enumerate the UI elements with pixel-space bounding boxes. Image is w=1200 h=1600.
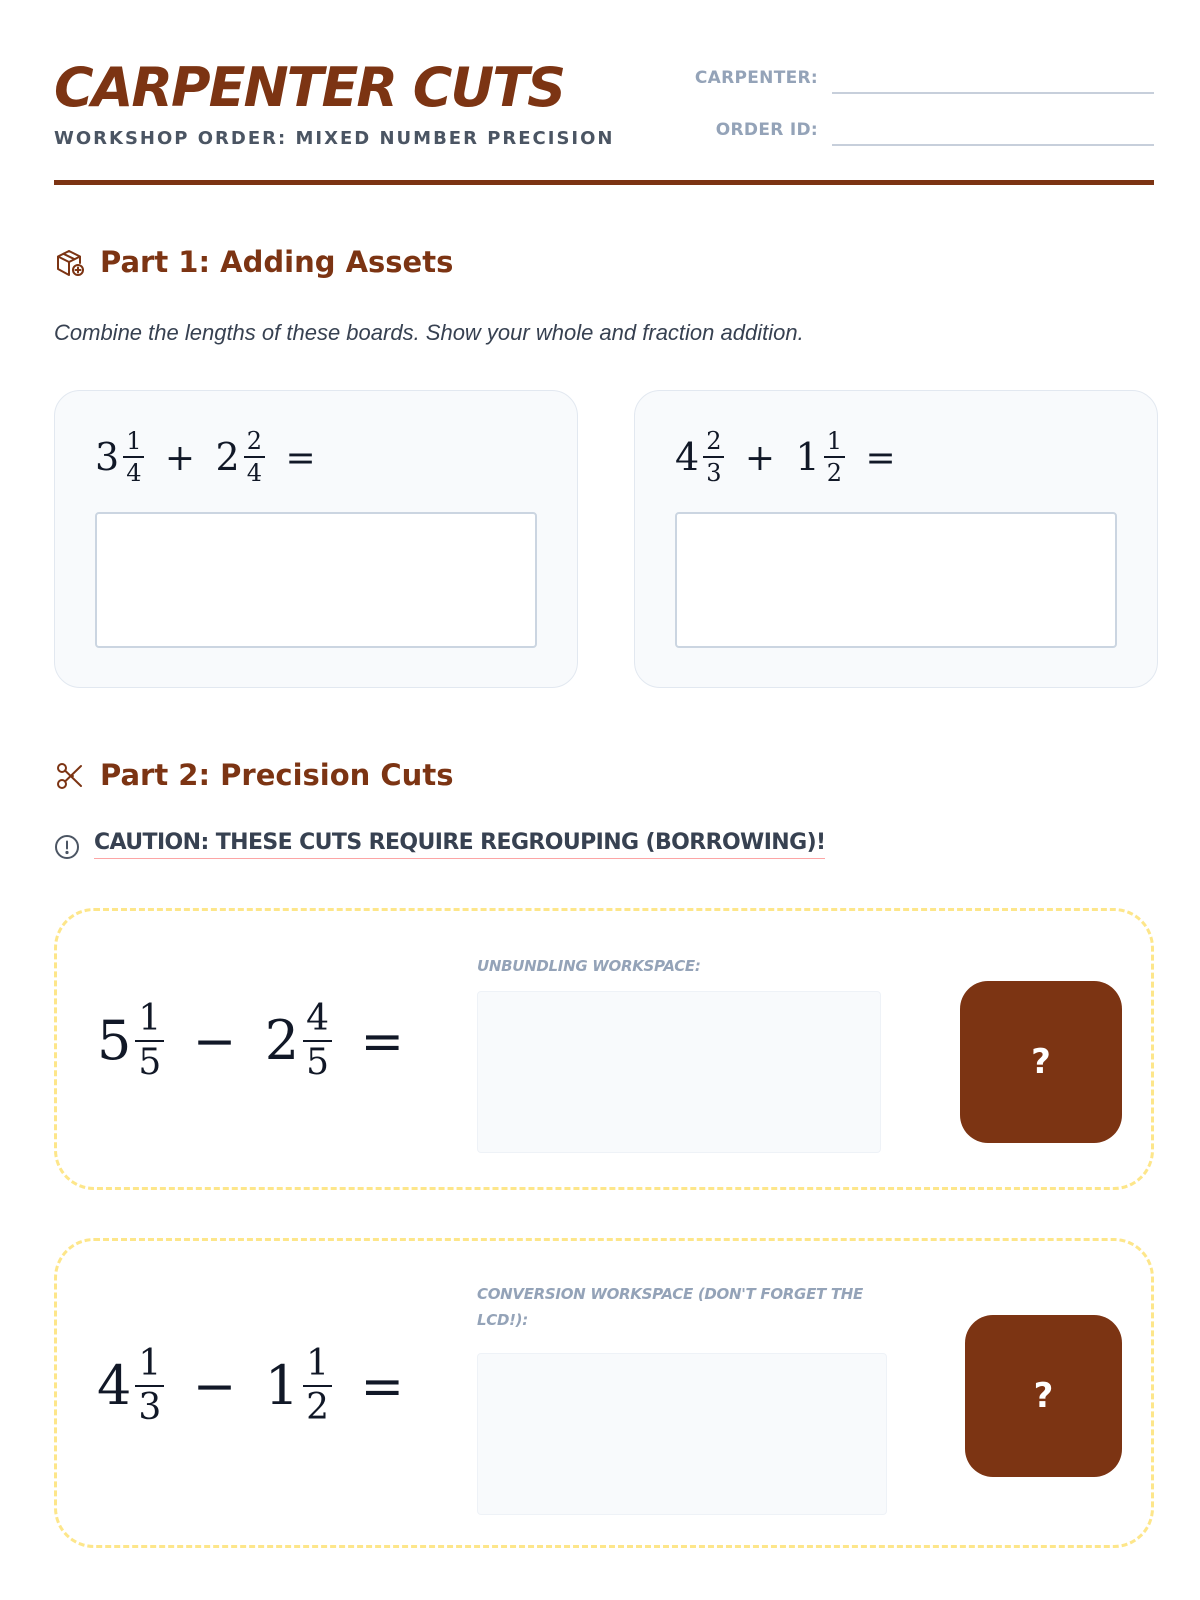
mixed-number	[264, 998, 332, 1083]
mixed-number	[675, 429, 724, 485]
minus-operator: −	[192, 1357, 237, 1417]
carpenter-input-line[interactable]	[832, 92, 1154, 94]
carpenter-label: CARPENTER:	[694, 68, 818, 88]
plus-operator: +	[744, 438, 776, 479]
mixed-number	[796, 429, 845, 485]
numerator: 2	[706, 427, 722, 455]
equation	[95, 429, 332, 489]
box-plus-icon	[54, 247, 86, 279]
denominator: 3	[135, 1385, 164, 1426]
part2-heading	[54, 756, 754, 796]
caution-text: CAUTION: THESE CUTS REQUIRE REGROUPING (BORROWING)!	[94, 830, 825, 859]
denominator: 2	[824, 456, 845, 485]
numerator: 1	[306, 1343, 330, 1384]
denominator: 4	[123, 456, 144, 485]
order-id-field[interactable]	[684, 112, 1154, 152]
answer-box[interactable]	[95, 512, 537, 648]
alert-circle-icon	[54, 834, 80, 860]
denominator: 3	[703, 456, 724, 485]
whole-part: 4	[675, 435, 700, 479]
denominator: 5	[135, 1040, 164, 1081]
mixed-number	[216, 429, 265, 485]
fraction	[303, 1343, 332, 1428]
workspace-label: UNBUNDLING WORKSPACE:	[477, 957, 701, 975]
numerator: 2	[246, 427, 263, 455]
fraction	[303, 998, 332, 1083]
whole-part: 2	[264, 1009, 300, 1072]
equation	[97, 1343, 428, 1446]
fraction	[135, 998, 164, 1083]
order-id-input-line[interactable]	[832, 144, 1154, 146]
denominator: 2	[303, 1385, 332, 1426]
fraction	[135, 1343, 164, 1428]
part1-title: Part 1: Adding Assets	[100, 245, 454, 279]
part1-instructions: Combine the lengths of these boards. Show your whole and fraction addition.	[54, 320, 804, 345]
fraction	[703, 429, 724, 485]
answer-reveal-button[interactable]: ?	[965, 1315, 1122, 1477]
whole-part: 1	[264, 1354, 300, 1417]
whole-part: 1	[795, 435, 820, 479]
mixed-number	[264, 1343, 332, 1428]
equals-sign: =	[285, 438, 316, 479]
answer-box[interactable]	[675, 512, 1117, 648]
fraction	[244, 429, 265, 485]
part1-heading	[54, 243, 754, 283]
header-divider	[54, 180, 1154, 185]
mixed-number	[97, 1343, 164, 1428]
part2-title: Part 2: Precision Cuts	[100, 758, 454, 792]
caution-note	[54, 830, 954, 866]
worksheet-header	[54, 50, 1154, 180]
minus-operator: −	[192, 1012, 237, 1072]
numerator: 1	[126, 427, 142, 455]
whole-part: 2	[215, 435, 240, 479]
worksheet-title: CARPENTER CUTS	[54, 56, 564, 119]
whole-part: 5	[97, 1009, 132, 1072]
equals-sign: =	[865, 438, 896, 479]
addition-problem-card	[634, 390, 1158, 688]
scissors-icon	[54, 760, 86, 792]
denominator: 4	[244, 456, 265, 485]
numerator: 4	[306, 998, 330, 1039]
denominator: 5	[303, 1040, 332, 1081]
numerator: 1	[138, 998, 162, 1039]
workspace-box[interactable]	[477, 1353, 887, 1515]
numerator: 1	[826, 427, 843, 455]
answer-reveal-button[interactable]: ?	[960, 981, 1122, 1143]
equation	[675, 429, 912, 489]
subtraction-problem-card	[54, 1238, 1154, 1548]
workspace-box[interactable]	[477, 991, 881, 1153]
whole-part: 3	[95, 435, 120, 479]
equation	[97, 998, 428, 1101]
carpenter-field[interactable]	[684, 60, 1154, 100]
equals-sign: =	[360, 1357, 405, 1417]
worksheet-subtitle: WORKSHOP ORDER: MIXED NUMBER PRECISION	[54, 128, 615, 149]
fraction	[123, 429, 144, 485]
mixed-number	[95, 429, 144, 485]
workspace-label: CONVERSION WORKSPACE (DON'T FORGET THE LCD!):	[477, 1285, 863, 1329]
equals-sign: =	[360, 1012, 405, 1072]
addition-problem-card	[54, 390, 578, 688]
whole-part: 4	[97, 1354, 132, 1417]
fraction	[824, 429, 845, 485]
plus-operator: +	[164, 438, 196, 479]
numerator: 1	[138, 1343, 162, 1384]
mixed-number	[97, 998, 164, 1083]
order-id-label: ORDER ID:	[715, 120, 818, 140]
subtraction-problem-card	[54, 908, 1154, 1190]
